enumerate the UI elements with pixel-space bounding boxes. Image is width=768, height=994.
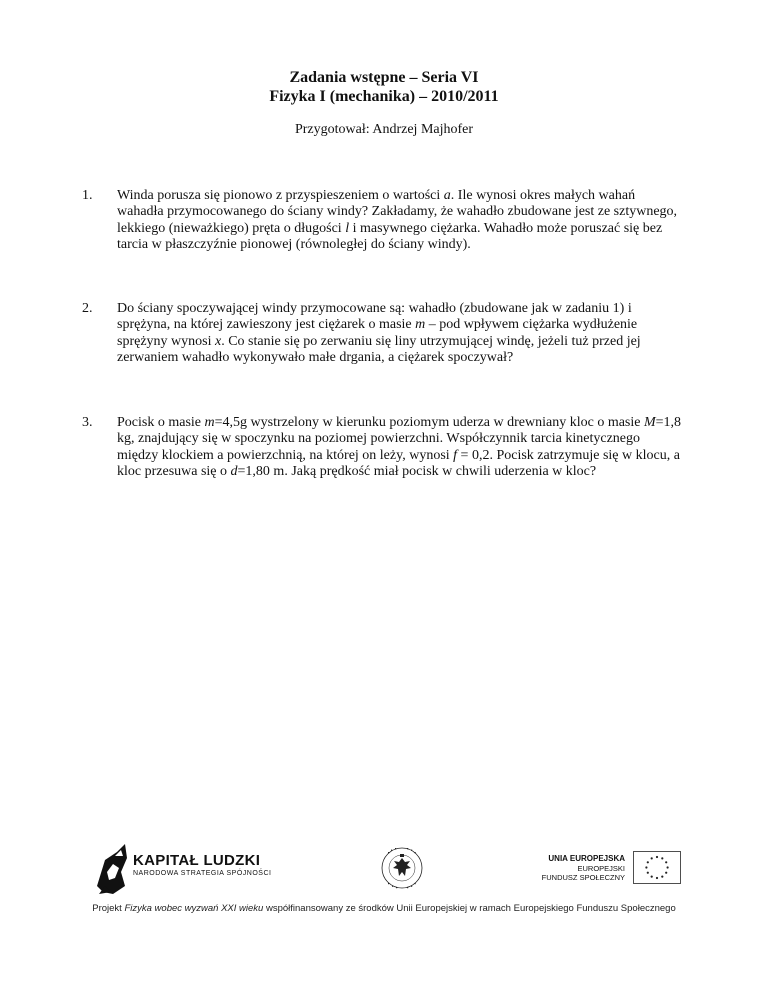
author-line: Przygotował: Andrzej Majhofer — [294, 122, 474, 137]
task-number: 3. — [82, 415, 93, 430]
task-number: 1. — [82, 188, 93, 203]
university-of-warsaw-seal-icon — [380, 846, 424, 890]
document-subtitle: Fizyka I (mechanika) – 2010/2011 — [269, 88, 499, 105]
task-text: Pocisk o masie m=4,5g wystrzelony w kierunku poziomym uderza w drewniany kloc o masie M=1,8 kg, znajdujący się w spoczynku na poziomej powierzchni. Współczynnik tarcia kinetycznego między klockiem a powierzchnią, na której on leży, wynosi f = 0,2. Pocisk zatrzymuje się w klocu, a kloc przesuwa się o d=1,80 m. Jaką prędkość miał pocisk w chwili uderzenia w kloc? — [117, 415, 682, 479]
document-title: Zadania wstępne – Seria VI — [289, 69, 479, 86]
eu-flag-icon — [633, 851, 681, 884]
eu-label — [520, 853, 625, 882]
task-1 — [82, 188, 682, 253]
task-number: 2. — [82, 301, 93, 316]
task-text: Do ściany spoczywającej windy przymocowane są: wahadło (zbudowane jak w zadaniu 1) i sprężyna, na której zawieszony jest ciężarek o masie m – pod wpływem ciężarka wydłużenie sprężyny wynosi x. Co stanie się po zerwaniu się liny utrzymującej windę, jeżeli tuż przed jej zerwaniem wahadło wykonywało małe drgania, a ciężarek spoczywał? — [117, 301, 641, 365]
task-2 — [82, 301, 682, 366]
eu-title: UNIA EUROPEJSKA — [548, 854, 625, 863]
kapital-ludzki-wordmark — [133, 852, 271, 879]
kapital-title: KAPITAŁ LUDZKI — [133, 852, 261, 869]
footer-note: Projekt Fizyka wobec wyzwań XXI wieku współfinansowany ze środków Unii Europejskiej w ramach Europejskiego Funduszu Społecznego — [92, 903, 676, 914]
eu-line2: EUROPEJSKI — [577, 864, 625, 873]
task-3 — [82, 415, 682, 480]
task-text: Winda porusza się pionowo z przyspieszeniem o wartości a. Ile wynosi okres małych wahań wahadła przymocowanego do ściany windy? Zakładamy, że wahadło zbudowane jest ze sztywnego, lekkiego (nieważkiego) pręta o długości l i masywnego ciężarka. Wahadło może poruszać się bez tarcia w płaszczyźnie pionowej (równoległej do ściany windy). — [117, 188, 678, 252]
kapital-subtitle: NARODOWA STRATEGIA SPÓJNOŚCI — [133, 870, 272, 877]
eu-line3: FUNDUSZ SPOŁECZNY — [541, 873, 625, 882]
